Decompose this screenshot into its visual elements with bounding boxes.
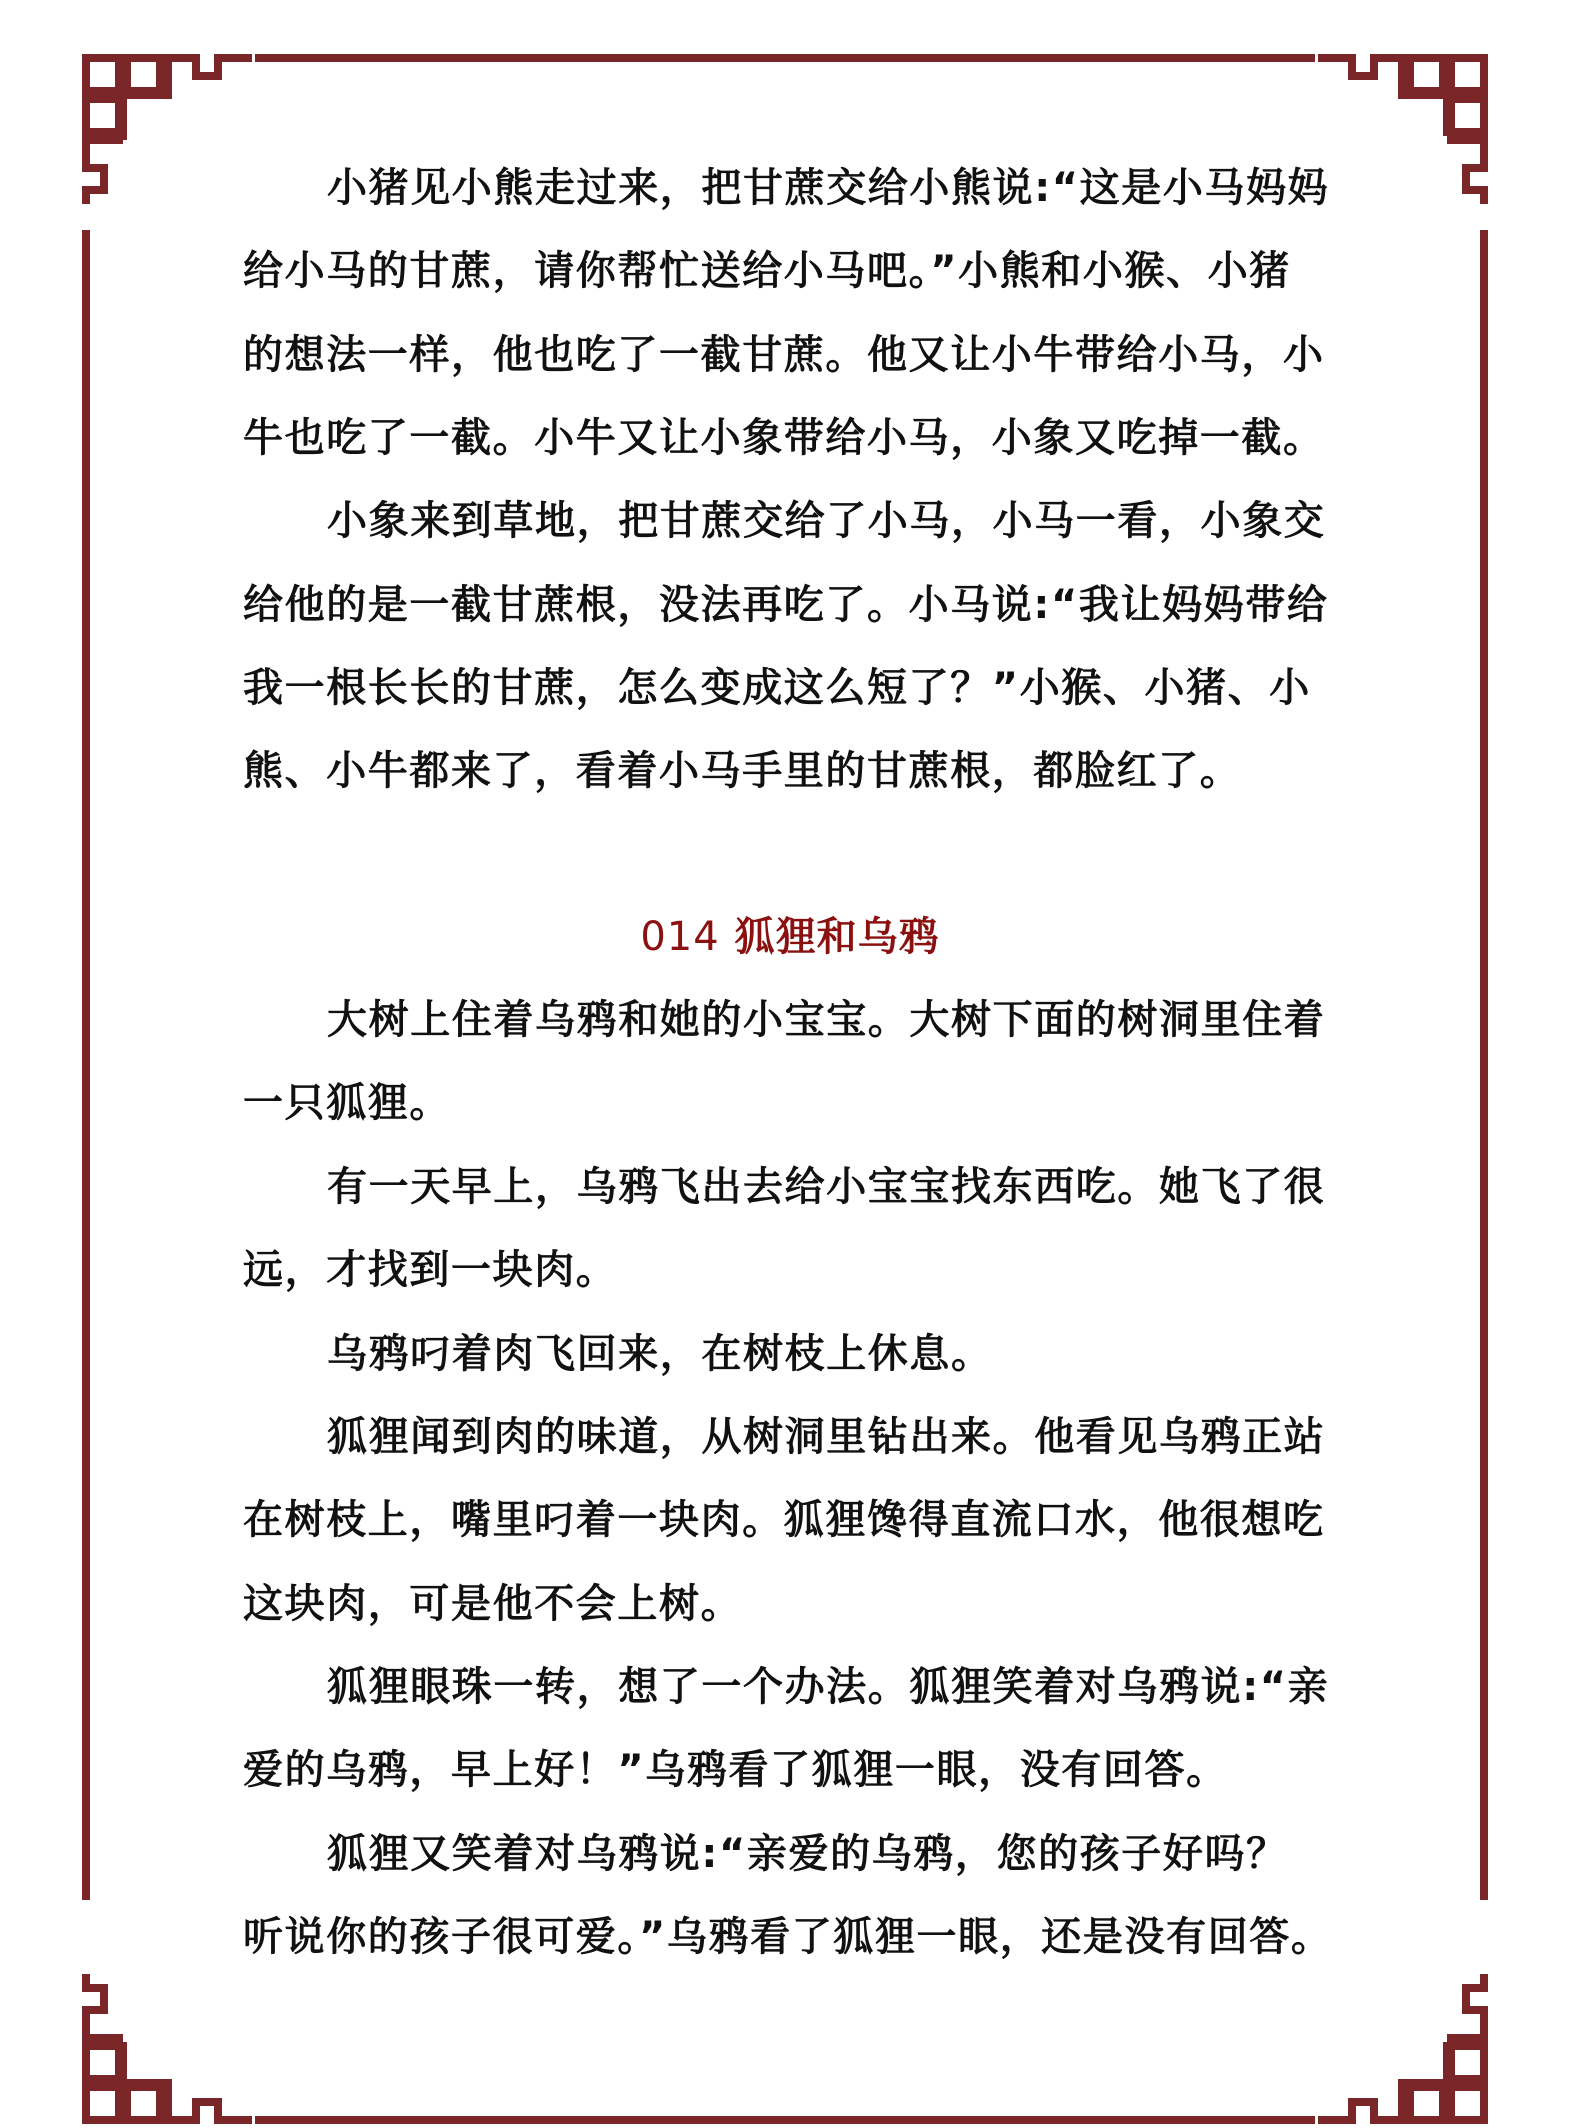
paragraph-line: 小猪见小熊走过来，把甘蔗交给小熊说:“这是小马妈妈 [327, 165, 1330, 211]
paragraph-line: 有一天早上，乌鸦飞出去给小宝宝找东西吃。她飞了很 [327, 1164, 1326, 1210]
paragraph-line: 这块肉，可是他不会上树。 [243, 1581, 743, 1627]
paragraph-line: 牛也吃了一截。小牛又让小象带给小马，小象又吃掉一截。 [243, 415, 1325, 461]
frame-top-line [255, 54, 1315, 62]
corner-ornament-top-left-icon [82, 54, 252, 204]
paragraph-line: 远，才找到一块肉。 [243, 1247, 618, 1293]
paragraph-line: 给他的是一截甘蔗根，没法再吃了。小马说:“我让妈妈带给 [243, 582, 1329, 628]
corner-ornament-bottom-right-icon [1318, 1974, 1488, 2124]
story-number: 014 [640, 914, 720, 960]
paragraph-line: 的想法一样，他也吃了一截甘蔗。他又让小牛带给小马，小 [243, 332, 1325, 378]
paragraph-line: 乌鸦叼着肉飞回来，在树枝上休息。 [327, 1331, 993, 1377]
paragraph-line: 听说你的孩子很可爱。”乌鸦看了狐狸一眼，还是没有回答。 [243, 1914, 1333, 1960]
corner-ornament-bottom-left-icon [82, 1974, 252, 2124]
paragraph-line: 一只狐狸。 [243, 1080, 451, 1126]
paragraph-line: 爱的乌鸦，早上好！”乌鸦看了狐狸一眼，没有回答。 [243, 1747, 1228, 1793]
paragraph-line: 给小马的甘蔗，请你帮忙送给小马吧。”小熊和小猴、小猪 [243, 248, 1291, 294]
paragraph-line: 大树上住着乌鸦和她的小宝宝。大树下面的树洞里住着 [327, 997, 1326, 1043]
story-title [243, 912, 1337, 962]
paragraph-line: 在树枝上，嘴里叼着一块肉。狐狸馋得直流口水，他很想吃 [243, 1497, 1325, 1543]
frame-right-line [1480, 230, 1488, 1900]
corner-ornament-top-right-icon [1318, 54, 1488, 204]
paragraph-line: 熊、小牛都来了，看着小马手里的甘蔗根，都脸红了。 [243, 748, 1242, 794]
paragraph-line: 狐狸闻到肉的味道，从树洞里钻出来。他看见乌鸦正站 [327, 1414, 1326, 1460]
story-title-text: 狐狸和乌鸦 [734, 914, 940, 960]
paragraph-line: 狐狸又笑着对乌鸦说:“亲爱的乌鸦，您的孩子好吗？ [327, 1831, 1288, 1877]
paragraph-line: 小象来到草地，把甘蔗交给了小马，小马一看，小象交 [327, 498, 1326, 544]
paragraph-line: 我一根长长的甘蔗，怎么变成这么短了？”小猴、小猪、小 [243, 665, 1311, 711]
frame-bottom-line [255, 2116, 1315, 2124]
frame-left-line [82, 230, 90, 1900]
paragraph-line: 狐狸眼珠一转，想了一个办法。狐狸笑着对乌鸦说:“亲 [327, 1664, 1330, 1710]
